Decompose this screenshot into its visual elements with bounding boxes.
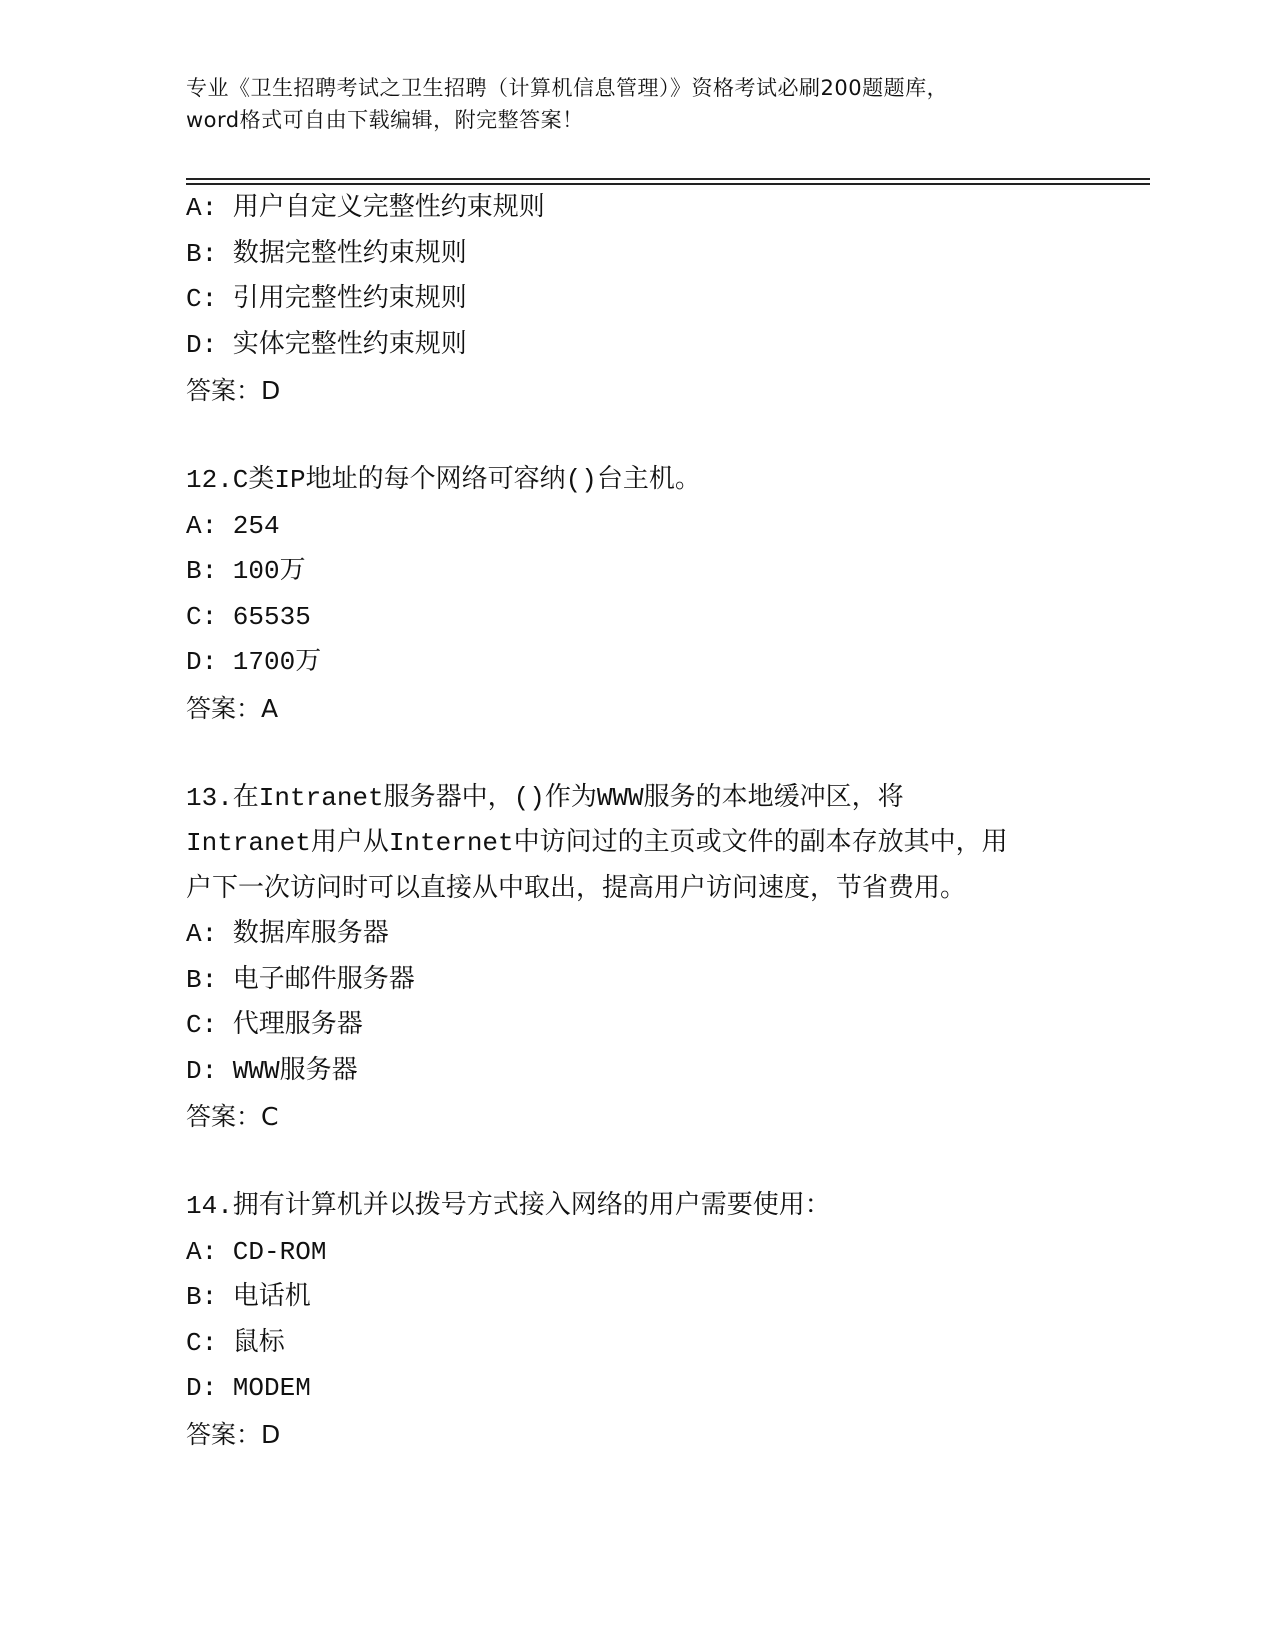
header-divider-bottom (186, 183, 1150, 185)
header-line-2: word格式可自由下载编辑，附完整答案！ (186, 108, 584, 132)
option-d: D: 1700万 (186, 647, 322, 677)
question-11 (186, 186, 1086, 414)
question-text-line-2: Intranet用户从Internet中访问过的主页或文件的副本存放其中，用 (186, 828, 1008, 858)
option-a: A: 254 (186, 510, 280, 541)
option-d: D: WWW服务器 (186, 1055, 358, 1086)
option-c: C: 鼠标 (186, 1327, 285, 1358)
option-b: B: 数据完整性约束规则 (186, 238, 467, 269)
answer-line: 答案：A (186, 693, 279, 723)
option-c: C: 代理服务器 (186, 1010, 363, 1040)
document-header (186, 72, 1106, 136)
option-b: B: 100万 (186, 556, 306, 586)
option-d: D: MODEM (186, 1373, 311, 1403)
question-text: 14.拥有计算机并以拨号方式接入网络的用户需要使用： (186, 1191, 831, 1221)
option-a: A: CD-ROM (186, 1236, 327, 1267)
option-d: D: 实体完整性约束规则 (186, 329, 467, 360)
option-b: B: 电子邮件服务器 (186, 964, 415, 995)
question-13 (186, 776, 1086, 1141)
option-a: A: 数据库服务器 (186, 919, 389, 949)
option-a: A: 用户自定义完整性约束规则 (186, 193, 545, 223)
header-divider-top (186, 178, 1150, 180)
answer-line: 答案：C (186, 1102, 279, 1131)
question-text-line-3: 户下一次访问时可以直接从中取出，提高用户访问速度，节省费用。 (186, 873, 967, 904)
answer-line: 答案：D (186, 376, 281, 405)
question-text-line-1: 13.在Intranet服务器中，()作为WWW服务的本地缓冲区，将 (186, 782, 904, 813)
option-c: C: 65535 (186, 601, 311, 632)
question-text: 12.C类IP地址的每个网络可容纳()台主机。 (186, 465, 701, 495)
question-14 (186, 1184, 1086, 1458)
spacer (186, 732, 1086, 776)
option-c: C: 引用完整性约束规则 (186, 284, 467, 314)
question-list (186, 186, 1086, 1458)
spacer (186, 1140, 1086, 1184)
spacer (186, 414, 1086, 458)
answer-line: 答案：D (186, 1419, 281, 1449)
header-line-1: 专业《卫生招聘考试之卫生招聘（计算机信息管理）》资格考试必刷200题题库， (186, 76, 949, 100)
option-b: B: 电话机 (186, 1282, 311, 1312)
question-12 (186, 458, 1086, 732)
